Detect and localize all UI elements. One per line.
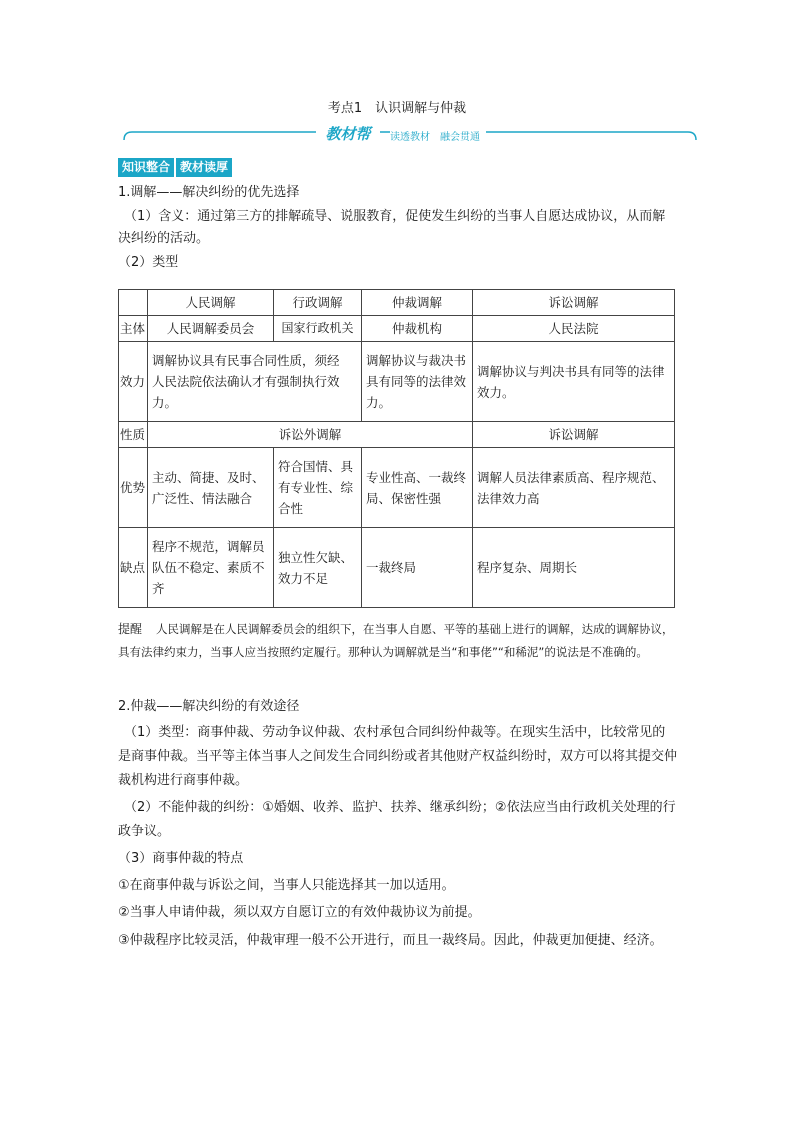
table-cell: 符合国情、具有专业性、综合性	[274, 448, 362, 528]
tip-label: 提醒	[118, 622, 143, 636]
section2-heading: 2.仲裁——解决纠纷的有效途径	[118, 699, 300, 714]
table-cell: 诉讼外调解	[148, 422, 473, 448]
table-cell	[119, 290, 148, 316]
tag-knowledge: 知识整合	[118, 158, 174, 177]
section2-p5: ②当事人申请仲裁，须以双方自愿订立的有效仲裁协议为前提。	[118, 905, 481, 920]
table-row-label: 性质	[119, 422, 148, 448]
table-cell: 人民调解委员会	[148, 316, 274, 342]
table-cell: 调解协议与判决书具有同等的法律效力。	[473, 342, 675, 422]
banner-badge: 教材帮	[316, 125, 380, 144]
table-cell: 程序复杂、周期长	[473, 528, 675, 608]
table-header: 诉讼调解	[473, 290, 675, 316]
table-row	[119, 448, 675, 528]
table-row-label: 优势	[119, 448, 148, 528]
section2-p1: （1）类型：商事仲裁、劳动争议仲裁、农村承包合同纠纷仲裁等。在现实生活中，比较常见的是商事仲裁。当平等主体当事人之间发生合同纠纷或者其他财产权益纠纷时，双方可以将其提交仲裁机构进行商事仲裁。	[118, 725, 678, 788]
table-cell: 程序不规范，调解员队伍不稳定、素质不齐	[148, 528, 274, 608]
table-cell: 仲裁机构	[362, 316, 473, 342]
section2-p4: ①在商事仲裁与诉讼之间，当事人只能选择其一加以适用。	[118, 878, 455, 893]
section2-p6: ③仲裁程序比较灵活，仲裁审理一般不公开进行，而且一裁终局。因此，仲裁更加便捷、经济。	[118, 933, 663, 948]
tip-text: 人民调解是在人民调解委员会的组织下，在当事人自愿、平等的基础上进行的调解，达成的调解协议，具有法律约束力，当事人应当按照约定履行。那种认为调解就是当“和事佬”“和稀泥”的说法是不准确的。	[118, 622, 674, 659]
section2-p3: （3）商事仲裁的特点	[118, 851, 244, 866]
table-cell: 调解人员法律素质高、程序规范、法律效力高	[473, 448, 675, 528]
table-cell: 独立性欠缺、效力不足	[274, 528, 362, 608]
table-row	[119, 422, 675, 448]
tag-textbook: 教材读厚	[176, 158, 232, 177]
tag-row	[118, 156, 234, 176]
section1	[118, 182, 678, 274]
table-header: 人民调解	[148, 290, 274, 316]
table-cell: 一裁终局	[362, 528, 473, 608]
table-row-label: 主体	[119, 316, 148, 342]
table-row-label: 缺点	[119, 528, 148, 608]
table-row	[119, 290, 675, 316]
table-cell: 专业性高、一裁终局、保密性强	[362, 448, 473, 528]
table-header: 仲裁调解	[362, 290, 473, 316]
table-row	[119, 316, 675, 342]
section2-p2: （2）不能仲裁的纠纷：①婚姻、收养、监护、扶养、继承纠纷；②依法应当由行政机关处理的行政争议。	[118, 800, 676, 839]
table-row	[119, 528, 675, 608]
banner-slogan: 读透教材 融会贯通	[390, 128, 486, 143]
tip-box	[118, 618, 678, 664]
section1-heading: 1.调解——解决纠纷的优先选择	[118, 185, 300, 200]
table-row-label: 效力	[119, 342, 148, 422]
section1-p1: （1）含义：通过第三方的排解疏导、说服教育，促使发生纠纷的当事人自愿达成协议，从而解决纠纷的活动。	[118, 209, 666, 246]
table-cell: 诉讼调解	[473, 422, 675, 448]
section-banner	[118, 124, 698, 146]
page-title: 考点1 认识调解与仲裁	[327, 101, 467, 116]
table-row	[119, 342, 675, 422]
section1-p2: （2）类型	[118, 255, 179, 270]
table-header: 行政调解	[274, 290, 362, 316]
mediation-table	[118, 289, 675, 608]
table-cell: 调解协议具有民事合同性质，须经人民法院依法确认才有强制执行效力。	[148, 342, 362, 422]
table-cell: 国家行政机关	[274, 316, 362, 342]
table-cell: 主动、简捷、及时、广泛性、情法融合	[148, 448, 274, 528]
section2	[118, 696, 678, 954]
table-cell: 调解协议与裁决书具有同等的法律效力。	[362, 342, 473, 422]
table-cell: 人民法院	[473, 316, 675, 342]
